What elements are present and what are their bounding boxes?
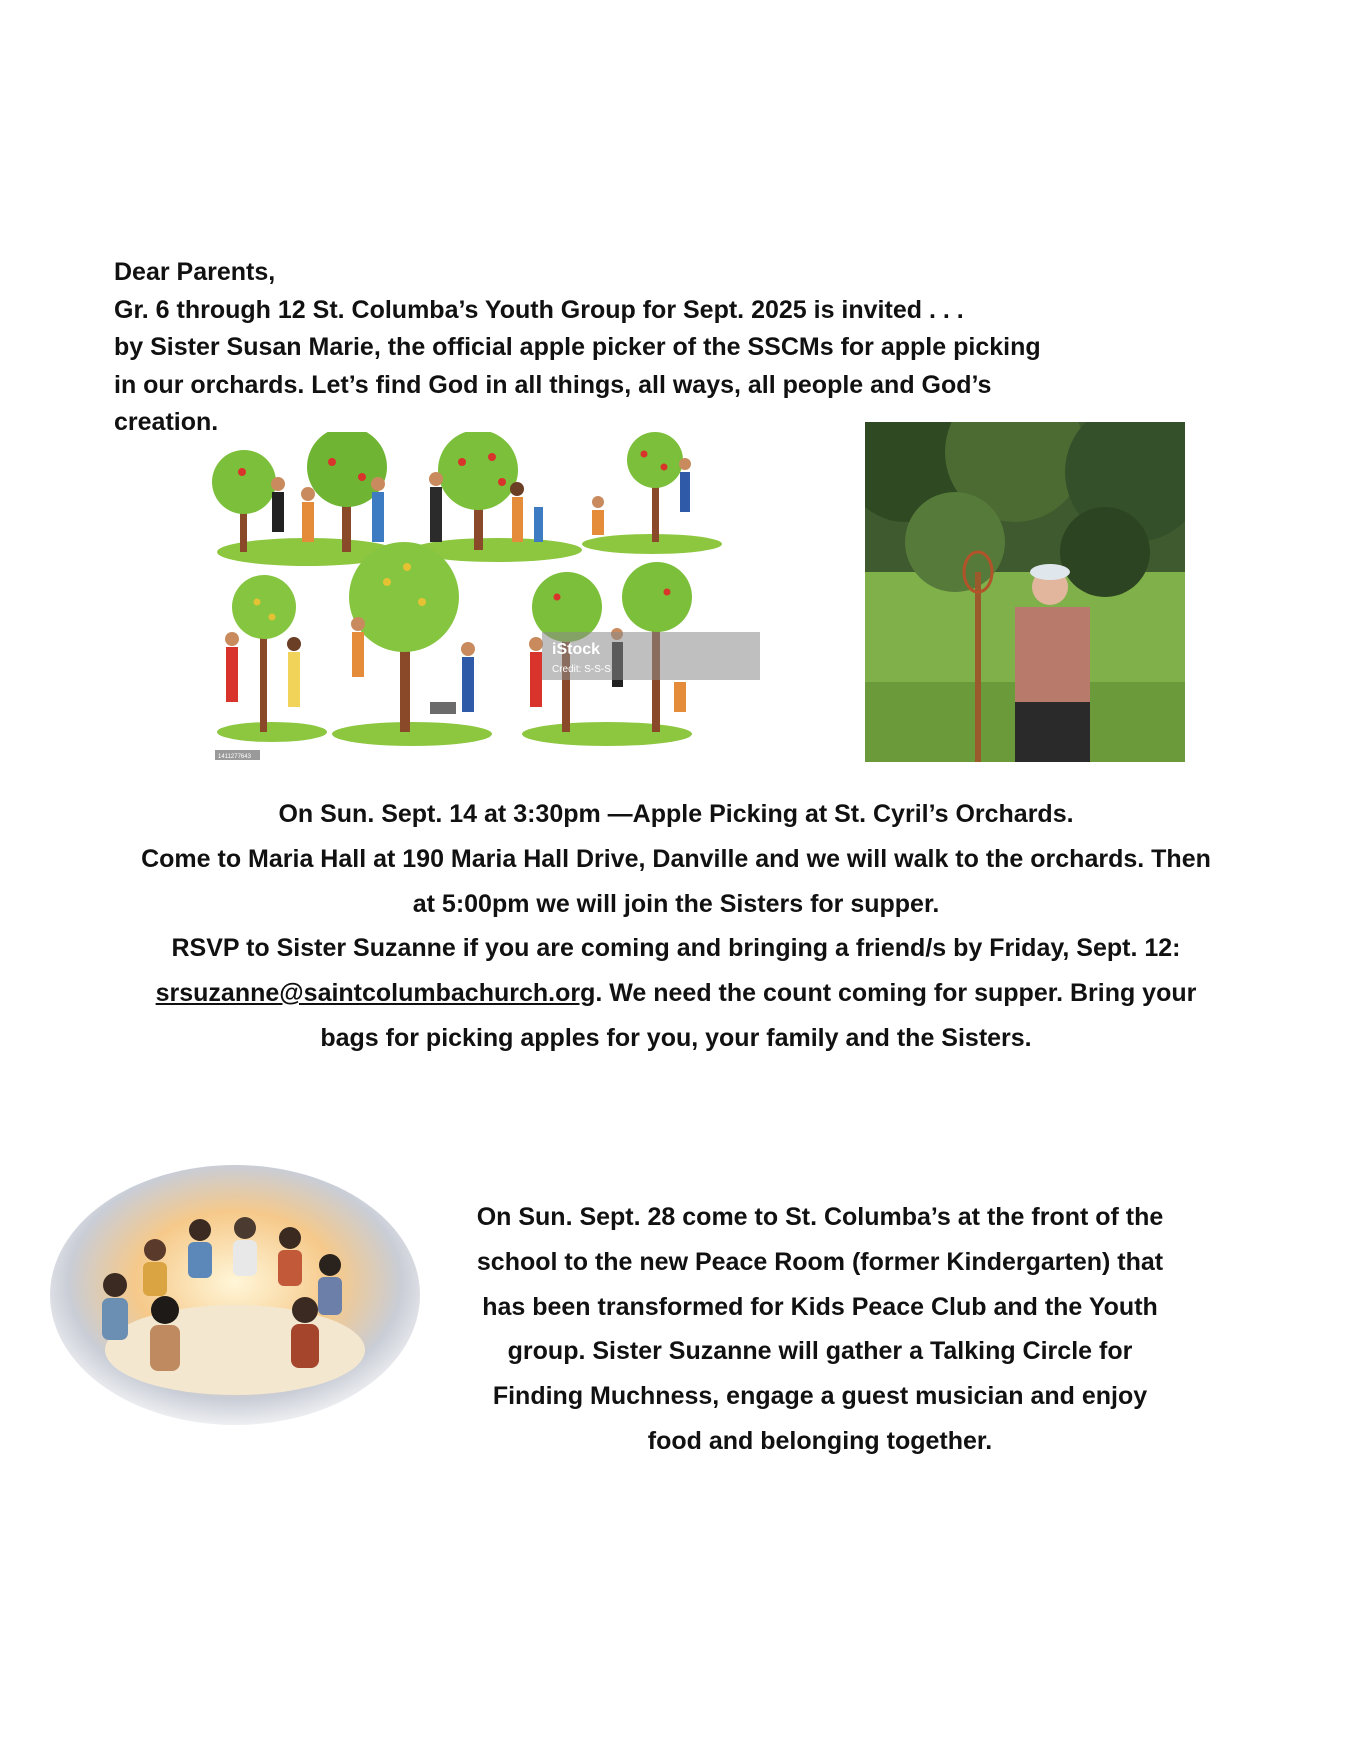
watermark-brand: iStock — [552, 641, 601, 658]
event1-line-1: On Sun. Sept. 14 at 3:30pm —Apple Picking at St. Cyril’s Orchards. — [278, 800, 1074, 828]
event1-line-5-rest: . We need the count coming for supper. Bring your — [595, 979, 1197, 1008]
event2-line-1: On Sun. Sept. 28 come to St. Columba’s at the front of the — [476, 1203, 1164, 1231]
orchard-scene-3 — [582, 432, 722, 554]
event1-line-4: RSVP to Sister Suzanne if you are coming and bringing a friend/s by Friday, Sept. 12: — [171, 934, 1181, 963]
talking-circle-illustration — [45, 1160, 425, 1430]
orchard-photo — [865, 422, 1185, 762]
apple-picking-clipart — [212, 432, 792, 762]
intro-line-2: by Sister Susan Marie, the official apple picker of the SSCMs for apple picking — [114, 333, 1041, 362]
intro-paragraph — [114, 254, 1194, 442]
orchard-scene-1 — [212, 432, 397, 566]
event2-line-3: has been transformed for Kids Peace Club and the Youth — [482, 1292, 1158, 1321]
event1-line-2: Come to Maria Hall at 190 Maria Hall Drive, Danville and we will walk to the orchards. Then — [141, 844, 1211, 873]
event2-line-4: group. Sister Suzanne will gather a Talking Circle for — [507, 1337, 1133, 1366]
intro-line-4: creation. — [114, 408, 219, 437]
event1-line-6: bags for picking apples for you, your family and the Sisters. — [320, 1023, 1032, 1052]
intro-line-1: Gr. 6 through 12 St. Columba’s Youth Group for Sept. 2025 is invited . . . — [114, 295, 964, 324]
event2-line-6: food and belonging together. — [647, 1426, 993, 1455]
watermark-credit: Credit: S-S-S — [552, 664, 611, 675]
event2-line-2: school to the new Peace Room (former Kindergarten) that — [476, 1247, 1164, 1276]
intro-line-3: in our orchards. Let’s find God in all things, all ways, all people and God’s — [114, 370, 992, 399]
orchard-scene-5 — [332, 542, 492, 746]
stock-id: 1411277643 — [218, 754, 251, 760]
event1-line-3: at 5:00pm we will join the Sisters for supper. — [412, 889, 940, 918]
peace-room-event — [400, 1195, 1240, 1464]
rsvp-email-link[interactable]: srsuzanne@saintcolumbachurch.org — [155, 979, 596, 1008]
orchard-scene-2 — [412, 432, 582, 562]
event1-line-5 — [0, 971, 1352, 1016]
event2-line-5: Finding Muchness, engage a guest musician and enjoy — [492, 1382, 1148, 1411]
apple-picking-event — [0, 792, 1352, 1061]
orchard-scene-4 — [217, 575, 327, 742]
salutation: Dear Parents, — [114, 258, 276, 286]
